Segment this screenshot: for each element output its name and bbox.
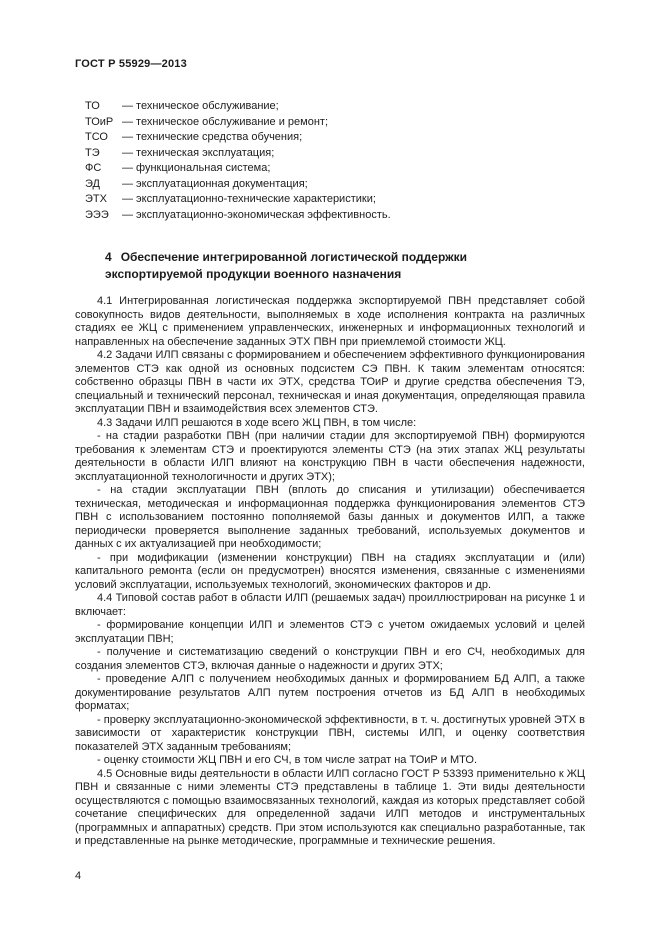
paragraph: 4.4 Типовой состав работ в области ИЛП (решаемых задач) проиллюстрирован на рисунке 1 и включает:: [75, 592, 585, 618]
abbreviation-row: [85, 99, 585, 115]
abbreviation-list: [85, 99, 585, 223]
abbreviation-row: [85, 115, 585, 131]
paragraph: 4.2 Задачи ИЛП связаны с формированием и обеспечением эффективного функционирования элементов СТЭ как одной из основных подсистем СЭ ПВН. К таким элементам относятся: собственно образцы ПВН в части их ЭТХ, средства ТОиР и другие средства обеспечения ТЭ, специальный и технический персонал, техническая и иная документация, определяющая правила эксплуатации ПВН и взаимодействия всех элементов СТЭ.: [75, 349, 585, 415]
abbreviation-definition: — техническая эксплуатация;: [122, 146, 275, 159]
paragraph: 4.5 Основные виды деятельности в области ИЛП согласно ГОСТ Р 53393 применительно к ЖЦ ПВН и связанные с ними элементы СТЭ представлены в таблице 1. Эти виды деятельности осуществляются с помощью взаимосвязанных технологий, каждая из которых представляет собой сочетание специфических для определенной задачи ИЛП методов и инструментальных (программных и аппаратных) средств. При этом используются как специально разработанные, так и представленные на рынке методические, программные и технические решения.: [75, 767, 585, 847]
abbreviation-term: ЭД: [85, 177, 100, 190]
abbreviation-row: [85, 208, 585, 224]
document-header: ГОСТ Р 55929—2013: [75, 58, 187, 70]
abbreviation-term: ТОиР: [85, 115, 114, 128]
abbreviation-row: [85, 130, 585, 146]
list-item-paragraph: - получение и систематизацию сведений о конструкции ПВН и его СЧ, необходимых для создания элементов СТЭ, включая данные о надежности и других ЭТХ;: [75, 646, 585, 672]
paragraph: 4.3 Задачи ИЛП решаются в ходе всего ЖЦ ПВН, в том числе:: [97, 416, 417, 429]
abbreviation-definition: — техническое обслуживание;: [122, 100, 279, 112]
abbreviation-row: [85, 146, 585, 162]
list-item-paragraph: - проведение АЛП с получением необходимых данных и формированием БД АЛП, а также документирование результатов АЛП путем построения отчетов из БД АЛП в необходимых форматах;: [75, 673, 585, 712]
page-number: 4: [75, 870, 82, 882]
section-body: [75, 295, 585, 849]
abbreviation-term: ЭТХ: [85, 193, 107, 205]
section-title: Обеспечение интегрированной логистической поддержки экспортируемой продукции военного назначения: [105, 250, 468, 281]
section-number: 4: [105, 250, 112, 264]
abbreviation-term: ТО: [85, 100, 100, 112]
list-item-paragraph: - при модификации (изменении конструкции) ПВН на стадиях эксплуатации и (или) капитального ремонта (если он предусмотрен) вносятся изменения, связанные с изменениями условий эксплуатации, используемых технологий, экономических факторов и др.: [75, 551, 585, 591]
abbreviation-term: ТЭ: [85, 146, 100, 159]
abbreviation-definition: — эксплуатационно-экономическая эффективность.: [122, 208, 391, 221]
abbreviation-definition: — функциональная система;: [122, 162, 271, 174]
paragraph: 4.1 Интегрированная логистическая поддержка экспортируемой ПВН представляет собой совокупность видов деятельности, выполняемых в ходе исполнения контракта на различных стадиях ее ЖЦ с применением управленческих, инженерных и информационных технологий и направленных на обеспечение заданных ЭТХ ПВН при приемлемой стоимости ЖЦ.: [75, 295, 585, 348]
abbreviation-row: [85, 177, 585, 193]
section-heading: [105, 249, 530, 283]
list-item-paragraph: - на стадии эксплуатации ПВН (вплоть до списания и утилизации) обеспечивается техническая, методическая и информационная поддержка функционирования элементов СТЭ ПВН с использованием постоянно пополняемой базы данных и документов ИЛП, а также периодически проверяется выполнение заданных требований, используемых документов и данных с их актуализацией при необходимости;: [75, 484, 585, 550]
list-item-paragraph: - проверку эксплуатационно-экономической эффективности, в т. ч. достигнутых уровней ЭТХ в зависимости от характеристик конструкции ПВН, системы ИЛП, и оценку соответствия показателей ЭТХ заданным требованиям;: [75, 713, 585, 753]
abbreviation-row: [85, 161, 585, 177]
abbreviation-term: ФС: [85, 162, 102, 174]
abbreviation-definition: — эксплуатационно-технические характеристики;: [122, 193, 376, 205]
abbreviation-term: ЭЭЭ: [85, 208, 109, 221]
list-item-paragraph: - формирование концепции ИЛП и элементов СТЭ с учетом ожидаемых условий и целей эксплуатации ПВН;: [75, 619, 585, 645]
list-item-paragraph: - оценку стоимости ЖЦ ПВН и его СЧ, в том числе затрат на ТОиР и МТО.: [97, 754, 478, 766]
abbreviation-term: ТСО: [85, 131, 108, 143]
abbreviation-definition: — техническое обслуживание и ремонт;: [122, 115, 328, 128]
abbreviation-definition: — эксплуатационная документация;: [122, 177, 308, 190]
list-item-paragraph: - на стадии разработки ПВН (при наличии стадии для экспортируемой ПВН) формируются требования к элементам СТЭ и проектируются элементы СТЭ (на этих этапах ЖЦ результаты деятельности в области ИЛП влияют на конструкцию ПВН в части обеспечения надежности, эксплуатационной технологичности и других ЭТХ);: [75, 430, 585, 483]
abbreviation-definition: — технические средства обучения;: [122, 131, 303, 143]
abbreviation-row: [85, 192, 585, 208]
